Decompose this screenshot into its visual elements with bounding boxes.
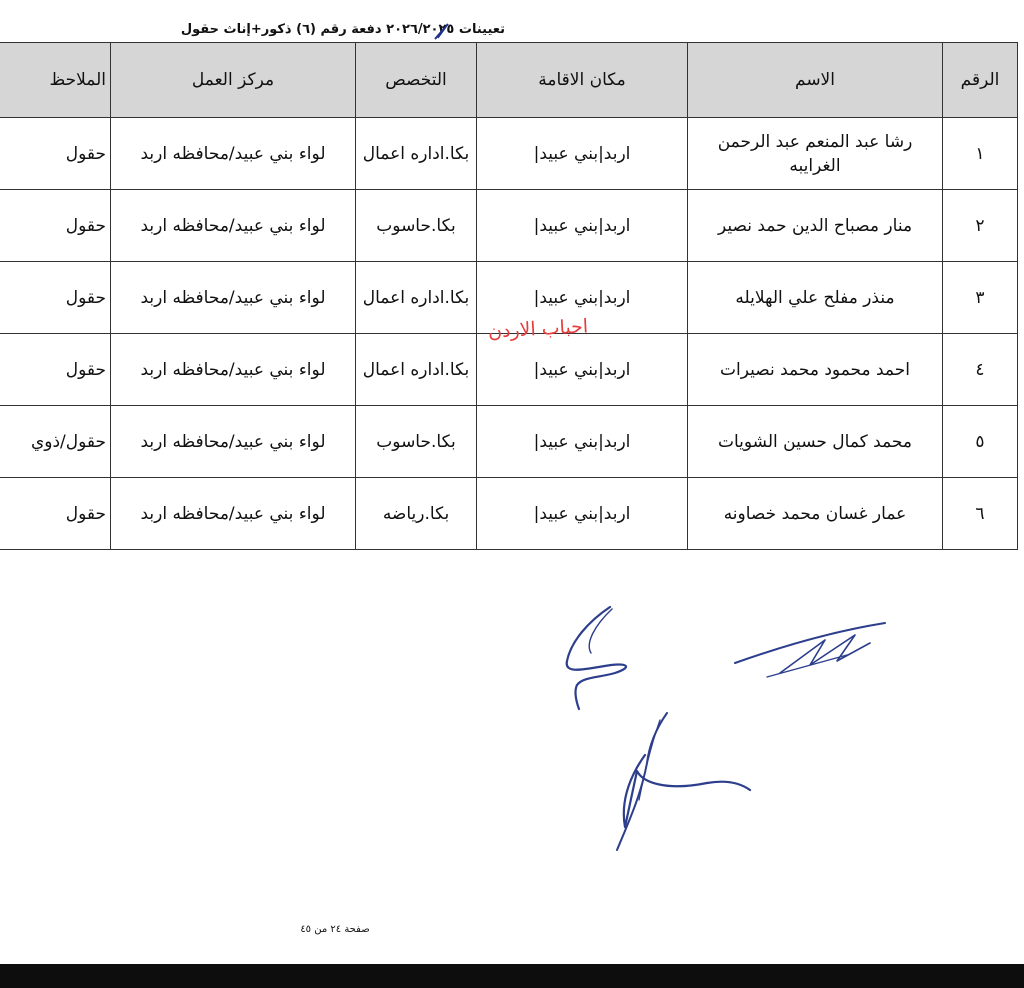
- cell-name: عمار غسان محمد خصاونه: [688, 478, 943, 550]
- cell-residence: اربد|بني عبيد|: [477, 334, 688, 406]
- cell-name: منذر مفلح علي الهلايله: [688, 262, 943, 334]
- cell-number: ٣: [943, 262, 1018, 334]
- cell-workplace: لواء بني عبيد/محافظه اربد: [111, 262, 356, 334]
- cell-workplace: لواء بني عبيد/محافظه اربد: [111, 118, 356, 190]
- cell-number: ٦: [943, 478, 1018, 550]
- cell-specialty: بكا.اداره اعمال: [356, 262, 477, 334]
- header-notes: الملاحظ: [0, 43, 111, 118]
- cell-workplace: لواء بني عبيد/محافظه اربد: [111, 406, 356, 478]
- cell-specialty: بكا.رياضه: [356, 478, 477, 550]
- header-specialty: التخصص: [356, 43, 477, 118]
- signature-icon: [555, 595, 905, 865]
- cell-workplace: لواء بني عبيد/محافظه اربد: [111, 334, 356, 406]
- cell-notes: حقول: [0, 334, 111, 406]
- cell-residence: اربد|بني عبيد|: [477, 478, 688, 550]
- cell-specialty: بكا.حاسوب: [356, 190, 477, 262]
- header-residence: مكان الاقامة: [477, 43, 688, 118]
- cell-notes: حقول: [0, 118, 111, 190]
- cell-number: ٤: [943, 334, 1018, 406]
- watermark-text: احباب الاردن: [487, 315, 589, 343]
- table-row: [0, 478, 1018, 550]
- table-row: [0, 118, 1018, 190]
- table-row: [0, 406, 1018, 478]
- cell-residence: اربد|بني عبيد|: [477, 118, 688, 190]
- cell-workplace: لواء بني عبيد/محافظه اربد: [111, 478, 356, 550]
- appointments-table: [0, 42, 1018, 550]
- cell-notes: حقول: [0, 478, 111, 550]
- table-row: [0, 334, 1018, 406]
- header-name: الاسم: [688, 43, 943, 118]
- cell-number: ٢: [943, 190, 1018, 262]
- cell-workplace: لواء بني عبيد/محافظه اربد: [111, 190, 356, 262]
- header-workplace: مركز العمل: [111, 43, 356, 118]
- table-header-row: [0, 43, 1018, 118]
- page-number: صفحة ٢٤ من ٤٥: [300, 924, 370, 935]
- cell-specialty: بكا.حاسوب: [356, 406, 477, 478]
- cell-notes: حقول: [0, 262, 111, 334]
- cell-specialty: بكا.اداره اعمال: [356, 118, 477, 190]
- table-row: [0, 190, 1018, 262]
- header-number: الرقم: [943, 43, 1018, 118]
- cell-number: ٥: [943, 406, 1018, 478]
- scan-footer-band: [0, 964, 1024, 988]
- cell-number: ١: [943, 118, 1018, 190]
- cell-notes: حقول/ذوي: [0, 406, 111, 478]
- cell-name: احمد محمود محمد نصيرات: [688, 334, 943, 406]
- cell-notes: حقول: [0, 190, 111, 262]
- cell-residence: اربد|بني عبيد|: [477, 190, 688, 262]
- cell-residence: اربد|بني عبيد|: [477, 406, 688, 478]
- cell-name: منار مصباح الدين حمد نصير: [688, 190, 943, 262]
- cell-name: رشا عبد المنعم عبد الرحمن الغرايبه: [688, 118, 943, 190]
- cell-specialty: بكا.اداره اعمال: [356, 334, 477, 406]
- document-title: تعيينات ٢٠٢٦/٢٠٢٥ دفعة رقم (٦) ذكور+إناث حقول: [180, 22, 505, 37]
- cell-name: محمد كمال حسين الشويات: [688, 406, 943, 478]
- cell-residence: اربد|بني عبيد|: [477, 262, 688, 334]
